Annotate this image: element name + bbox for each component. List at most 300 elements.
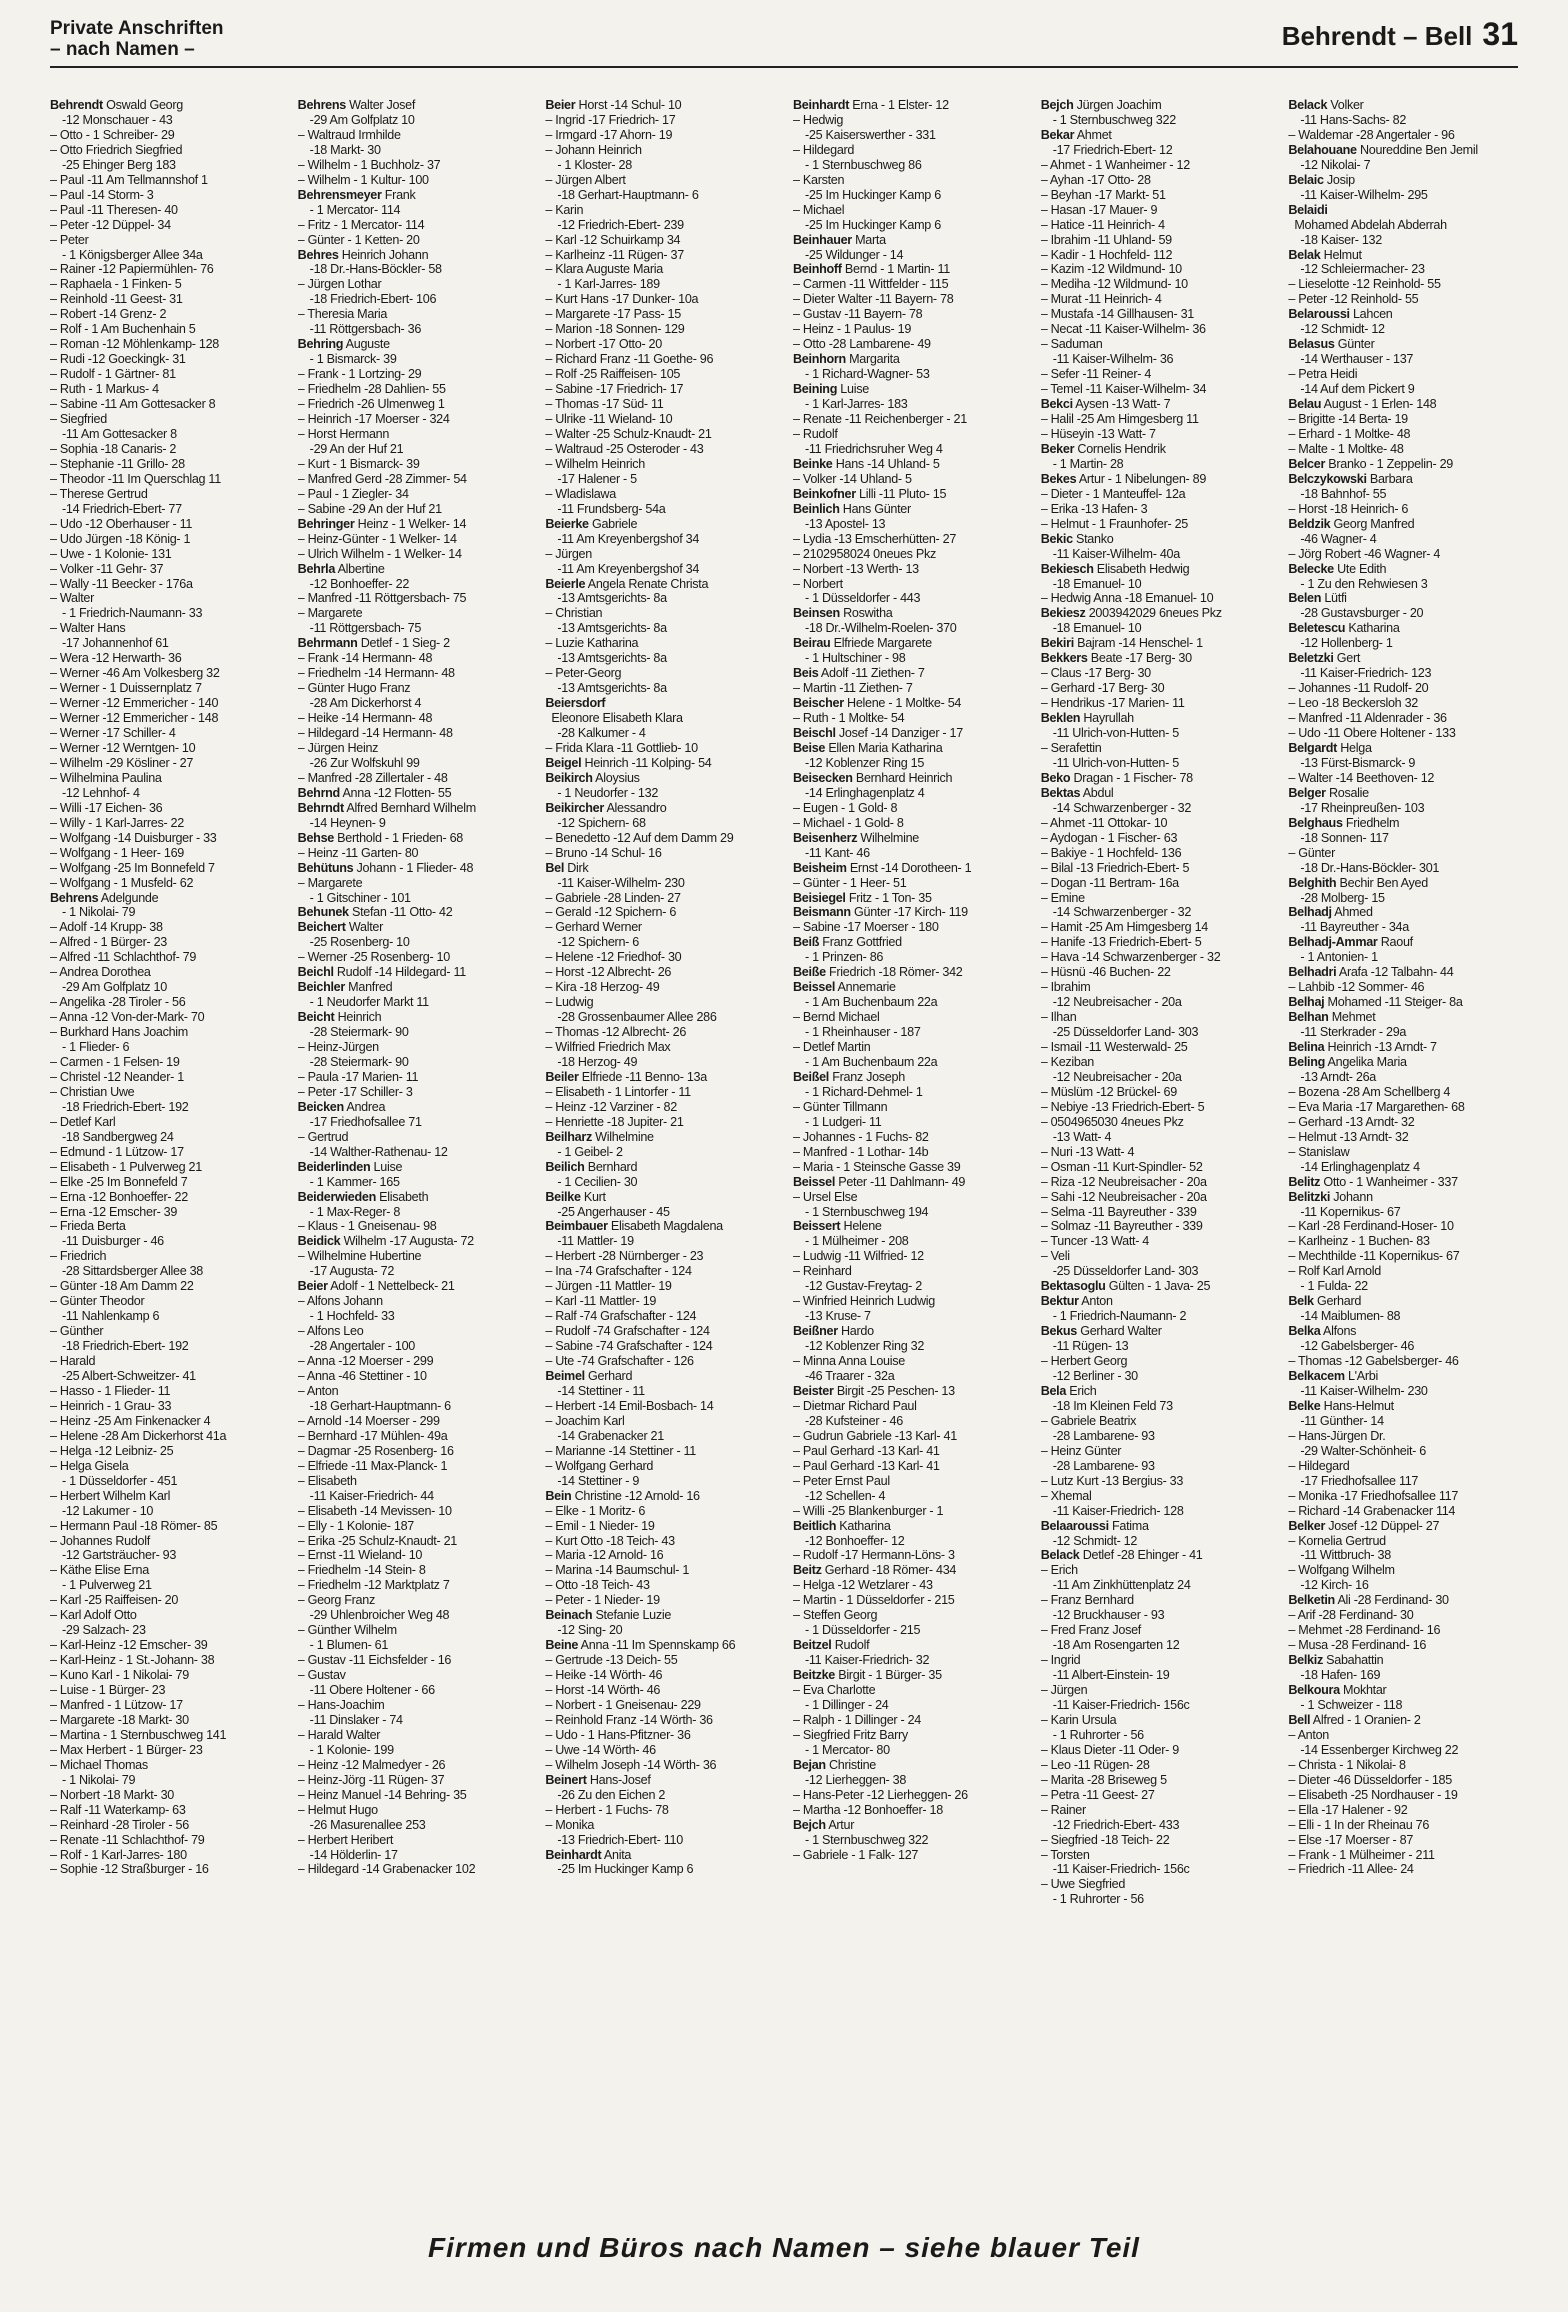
directory-entry: Beinlich Hans Günter bbox=[793, 501, 911, 516]
directory-entry: – Herbert Heribert bbox=[297, 1832, 394, 1847]
directory-entry: Belaic Josip bbox=[1288, 172, 1355, 187]
directory-entry: – Gustav -11 Bayern- 78 bbox=[793, 307, 923, 322]
directory-entry: – Jürgen bbox=[545, 546, 592, 561]
directory-entry: – Wilfried Friedrich Max bbox=[545, 1040, 671, 1055]
directory-entry: – Walter -25 Schulz-Knaudt- 21 bbox=[545, 426, 712, 441]
directory-entry: Beierle Angela Renate Christa bbox=[545, 576, 709, 591]
directory-entry: – Wolfgang Wilhelm bbox=[1288, 1563, 1395, 1578]
directory-entry: -25 Düsseldorfer Land- 303 bbox=[1052, 1264, 1199, 1279]
directory-entry: -11 Frundsberg- 54a bbox=[557, 501, 666, 516]
directory-entry: Beiersdorf bbox=[545, 696, 606, 711]
directory-entry: Beimel Gerhard bbox=[545, 1369, 633, 1384]
directory-entry: – Anna -12 Moerser - 299 bbox=[297, 1354, 434, 1369]
directory-entry: – Ute -74 Grafschafter - 126 bbox=[545, 1354, 694, 1369]
directory-entry: – Gudrun Gabriele -13 Karl- 41 bbox=[793, 1428, 957, 1443]
directory-entry: – Klara Auguste Maria bbox=[545, 262, 663, 277]
directory-entry: Belhaj Mohamed -11 Steiger- 8a bbox=[1288, 995, 1463, 1010]
directory-entry: – Gabriele - 1 Falk- 127 bbox=[793, 1847, 919, 1862]
directory-entry: – Riza -12 Neubreisacher - 20a bbox=[1040, 1174, 1207, 1189]
directory-entry: Beiderlinden Luise bbox=[297, 1159, 403, 1174]
directory-entry: – Adolf -14 Krupp- 38 bbox=[50, 920, 163, 935]
directory-entry: – Horst -12 Albrecht- 26 bbox=[545, 965, 672, 980]
directory-entry: – Waltraud Irmhilde bbox=[297, 127, 401, 142]
directory-entry: -13 Watt- 4 bbox=[1052, 1129, 1112, 1144]
directory-entry: – Wolfgang - 1 Heer- 169 bbox=[50, 845, 184, 860]
directory-entry: – Carmen - 1 Felsen- 19 bbox=[50, 1055, 180, 1069]
directory-entry: Bekiesch Elisabeth Hedwig bbox=[1040, 561, 1190, 576]
directory-entry: Beinhardt Erna - 1 Elster- 12 bbox=[793, 98, 949, 112]
directory-entry: – Margarete bbox=[297, 875, 363, 890]
directory-entry: -11 Kaiser-Friedrich- 32 bbox=[805, 1653, 930, 1668]
directory-entry: - 1 Friedrich-Naumann- 33 bbox=[62, 606, 203, 621]
directory-entry: – Lutz Kurt -13 Bergius- 33 bbox=[1040, 1473, 1184, 1488]
directory-entry: – Else -17 Moerser - 87 bbox=[1288, 1832, 1414, 1847]
directory-entry: – Heinz -25 Am Finkenacker 4 bbox=[50, 1413, 211, 1428]
directory-entry: – Murat -11 Heinrich- 4 bbox=[1040, 292, 1162, 307]
directory-entry: - 1 Düsseldorfer - 443 bbox=[805, 591, 921, 606]
directory-entry: -28 Steiermark- 90 bbox=[309, 1025, 409, 1040]
directory-entry: – Margarete -18 Markt- 30 bbox=[50, 1712, 189, 1727]
directory-entry: – Musa -28 Ferdinand- 16 bbox=[1288, 1638, 1427, 1653]
directory-entry: – Wilhelmine Hubertine bbox=[297, 1249, 422, 1264]
directory-entry: -28 Gustavsburger - 20 bbox=[1300, 606, 1424, 621]
directory-entry: -12 Lakumer - 10 bbox=[62, 1503, 154, 1518]
directory-entry: – Friedrich bbox=[50, 1249, 107, 1264]
directory-entry: – Günter - 1 Ketten- 20 bbox=[297, 232, 420, 247]
directory-entry: Beichl Rudolf -14 Hildegard- 11 bbox=[297, 965, 466, 980]
directory-entry: -26 Masurenallee 253 bbox=[309, 1817, 426, 1832]
directory-entry: -11 Am Gottesacker 8 bbox=[62, 426, 177, 441]
directory-entry: -11 Kaiser-Wilhelm- 40a bbox=[1052, 546, 1180, 561]
name-range-text: Behrendt – Bell bbox=[1281, 21, 1473, 51]
directory-entry: – Marita -28 Briseweg 5 bbox=[1040, 1772, 1167, 1787]
directory-entry: – Otto -18 Teich- 43 bbox=[545, 1578, 650, 1593]
directory-entry: -28 Steiermark- 90 bbox=[309, 1055, 409, 1069]
directory-entry: – Ernst -11 Wieland- 10 bbox=[297, 1548, 423, 1563]
directory-entry: -18 Bahnhof- 55 bbox=[1300, 486, 1387, 501]
directory-entry: – Bilal -13 Friedrich-Ebert- 5 bbox=[1040, 860, 1190, 875]
directory-entry: – Michael Thomas bbox=[50, 1757, 148, 1772]
directory-entry: Beikircher Alessandro bbox=[545, 800, 667, 815]
directory-entry: – Ruth - 1 Moltke- 54 bbox=[793, 711, 905, 726]
directory-entry: – Sabine -29 An der Huf 21 bbox=[297, 501, 442, 516]
directory-entry: – Luise - 1 Bürger- 23 bbox=[50, 1683, 166, 1698]
directory-entry: – Serafettin bbox=[1040, 740, 1102, 755]
directory-entry: Eleonore Elisabeth Klara bbox=[551, 711, 683, 726]
directory-entry: – Thomas -12 Gabelsberger- 46 bbox=[1288, 1354, 1459, 1369]
directory-entry: Beier Horst -14 Schul- 10 bbox=[545, 98, 682, 112]
directory-entry: -28 Am Dickerhorst 4 bbox=[309, 696, 422, 711]
directory-entry: – Claus -17 Berg- 30 bbox=[1040, 666, 1151, 681]
directory-entry: – Udo Jürgen -18 König- 1 bbox=[50, 531, 191, 546]
directory-entry: – Wilhelm Joseph -14 Wörth- 36 bbox=[545, 1757, 717, 1772]
directory-entry: – Ella -17 Halener - 92 bbox=[1288, 1802, 1408, 1817]
directory-entry: – Joachim Karl bbox=[545, 1413, 625, 1428]
directory-entry: - 1 Pulverweg 21 bbox=[62, 1578, 152, 1593]
directory-entry: – Elke - 1 Moritz- 6 bbox=[545, 1503, 646, 1518]
directory-entry: – Paul Gerhard -13 Karl- 41 bbox=[793, 1443, 940, 1458]
directory-entry: -18 Emanuel- 10 bbox=[1052, 621, 1142, 636]
directory-entry: – Heinz-Günter - 1 Welker- 14 bbox=[297, 531, 457, 546]
column-1 bbox=[50, 98, 290, 2218]
directory-entry: -18 Friedrich-Ebert- 106 bbox=[309, 292, 437, 307]
directory-entry: – Ilhan bbox=[1040, 1010, 1077, 1025]
directory-entry: – Marina -14 Baumschul- 1 bbox=[545, 1563, 690, 1578]
directory-entry: -14 Stettiner - 9 bbox=[557, 1473, 640, 1488]
directory-entry: Behring Auguste bbox=[297, 337, 390, 352]
directory-entry: -18 Am Rosengarten 12 bbox=[1052, 1638, 1180, 1653]
directory-entry: – Mehmet -28 Ferdinand- 16 bbox=[1288, 1623, 1441, 1638]
directory-entry: -18 Friedrich-Ebert- 192 bbox=[62, 1339, 189, 1354]
directory-entry: - 1 Schweizer - 118 bbox=[1300, 1697, 1403, 1712]
directory-entry: – Siegfried bbox=[50, 412, 107, 427]
directory-entry: Belhan Mehmet bbox=[1288, 1010, 1376, 1025]
directory-entry: – Hedwig bbox=[793, 112, 844, 127]
directory-entry: – Halil -25 Am Himgesberg 11 bbox=[1040, 412, 1199, 427]
directory-entry: Belketin Ali -28 Ferdinand- 30 bbox=[1288, 1593, 1449, 1608]
directory-entry: – Kuno Karl - 1 Nikolai- 79 bbox=[50, 1668, 189, 1683]
directory-entry: Bekes Artur - 1 Nibelungen- 89 bbox=[1040, 471, 1207, 486]
directory-entry: – Georg Franz bbox=[297, 1593, 375, 1608]
directory-entry: -18 Gerhart-Hauptmann- 6 bbox=[309, 1398, 451, 1413]
directory-entry: – Robert -14 Grenz- 2 bbox=[50, 307, 167, 322]
directory-entry: -12 Sing- 20 bbox=[557, 1623, 623, 1638]
directory-entry: Beismann Günter -17 Kirch- 119 bbox=[793, 905, 968, 920]
directory-entry: – Gerhard -13 Arndt- 32 bbox=[1288, 1114, 1415, 1129]
directory-entry: – Andrea Dorothea bbox=[50, 965, 151, 980]
directory-entry: – Werner -12 Werntgen- 10 bbox=[50, 740, 196, 755]
directory-entry: - 1 Kolonie- 199 bbox=[309, 1742, 394, 1757]
directory-entry: – Solmaz -11 Bayreuther - 339 bbox=[1040, 1219, 1203, 1234]
directory-entry: Beitzel Rudolf bbox=[793, 1638, 870, 1653]
directory-entry: Belkoura Mokhtar bbox=[1288, 1683, 1387, 1698]
directory-entry: – Manfred -11 Aldenrader - 36 bbox=[1288, 711, 1447, 726]
directory-entry: Beiderwieden Elisabeth bbox=[297, 1189, 429, 1204]
directory-entry: – Fritz - 1 Mercator- 114 bbox=[297, 217, 425, 232]
directory-entry: -11 Kopernikus- 67 bbox=[1300, 1204, 1401, 1219]
directory-entry: -11 Duisburger - 46 bbox=[62, 1234, 164, 1249]
directory-entry: – Erhard - 1 Moltke- 48 bbox=[1288, 426, 1411, 441]
directory-entry: -11 Rügen- 13 bbox=[1052, 1339, 1129, 1354]
directory-entry: – Emine bbox=[1040, 890, 1085, 905]
directory-entry: – Elfriede -11 Max-Planck- 1 bbox=[297, 1458, 448, 1473]
directory-entry: -11 Ulrich-von-Hutten- 5 bbox=[1052, 726, 1179, 741]
directory-entry: – Dietmar Richard Paul bbox=[793, 1398, 917, 1413]
directory-entry: – Sefer -11 Reiner- 4 bbox=[1040, 367, 1152, 382]
directory-entry: - 1 Mülheimer - 208 bbox=[805, 1234, 909, 1249]
directory-entry: -12 Gartsträucher- 93 bbox=[62, 1548, 177, 1563]
directory-entry: - 1 Rheinhauser - 187 bbox=[805, 1025, 921, 1040]
directory-entry: – Margarete -17 Pass- 15 bbox=[545, 307, 681, 322]
directory-entry: Behrens Adelgunde bbox=[50, 890, 159, 905]
directory-entry: – Rainer -12 Papiermühlen- 76 bbox=[50, 262, 214, 277]
directory-entry: Beklen Hayrullah bbox=[1040, 711, 1134, 726]
directory-entry: Beilharz Wilhelmine bbox=[545, 1129, 654, 1144]
directory-entry: – Elisabeth bbox=[297, 1473, 357, 1488]
directory-entry: – Friedhelm -14 Stein- 8 bbox=[297, 1563, 426, 1578]
directory-entry: – Hamit -25 Am Himgesberg 14 bbox=[1040, 920, 1208, 935]
directory-entry: -25 Angerhauser - 45 bbox=[557, 1204, 670, 1219]
directory-entry: -12 Neubreisacher - 20a bbox=[1052, 995, 1182, 1010]
directory-entry: – Arnold -14 Moerser - 299 bbox=[297, 1413, 440, 1428]
directory-entry: – Lydia -13 Emscherhütten- 27 bbox=[793, 531, 957, 546]
directory-entry: – Frank -14 Hermann- 48 bbox=[297, 651, 433, 666]
directory-entry: – Steffen Georg bbox=[793, 1608, 878, 1623]
directory-entry: – Manfred -11 Röttgersbach- 75 bbox=[297, 591, 467, 606]
directory-entry: – Martin - 1 Düsseldorfer - 215 bbox=[793, 1593, 955, 1608]
directory-entry: Beichert Walter bbox=[297, 920, 383, 935]
directory-entry: Belkiz Sabahattin bbox=[1288, 1653, 1384, 1668]
directory-entry: – Hildegard -14 Hermann- 48 bbox=[297, 726, 453, 741]
directory-entry: – Stanislaw bbox=[1288, 1144, 1350, 1159]
directory-entry: Beinke Hans -14 Uhland- 5 bbox=[793, 456, 940, 471]
directory-entry: – Heinz -11 Garten- 80 bbox=[297, 845, 419, 860]
directory-entry: – Tuncer -13 Watt- 4 bbox=[1040, 1234, 1150, 1249]
directory-entry: - 1 Dillinger - 24 bbox=[805, 1697, 889, 1712]
directory-entry: – Anton bbox=[297, 1383, 339, 1398]
directory-entry: -26 Zu den Eichen 2 bbox=[557, 1787, 666, 1802]
directory-entry: Behrensmeyer Frank bbox=[297, 187, 416, 202]
directory-entry: - 1 Kammer- 165 bbox=[309, 1174, 400, 1189]
directory-entry: – Christel -12 Neander- 1 bbox=[50, 1069, 184, 1084]
directory-entry: -14 Stettiner - 11 bbox=[557, 1383, 645, 1398]
directory-entry: Behrla Albertine bbox=[297, 561, 385, 576]
directory-entry: -29 Am Golfplatz 10 bbox=[62, 980, 167, 995]
directory-entry: -25 Im Huckinger Kamp 6 bbox=[805, 217, 941, 232]
directory-entry: -25 Ehinger Berg 183 bbox=[62, 157, 176, 172]
directory-entry: – Bozena -28 Am Schellberg 4 bbox=[1288, 1084, 1451, 1099]
directory-entry: Belack Detlef -28 Ehinger - 41 bbox=[1040, 1548, 1203, 1563]
directory-entry: Beine Anna -11 Im Spennskamp 66 bbox=[545, 1638, 736, 1653]
directory-entry: – Maria - 1 Steinsche Gasse 39 bbox=[793, 1159, 961, 1174]
directory-entry: – 0504965030 4neues Pkz bbox=[1040, 1114, 1184, 1129]
directory-entry: Beißel Franz Joseph bbox=[793, 1069, 905, 1084]
directory-entry: -11 Kant- 46 bbox=[805, 845, 870, 860]
directory-entry: – Marianne -14 Stettiner - 11 bbox=[545, 1443, 697, 1458]
directory-entry: – Temel -11 Kaiser-Wilhelm- 34 bbox=[1040, 382, 1207, 397]
directory-entry: – Werner -12 Emmericher - 148 bbox=[50, 711, 219, 726]
directory-entry: – Torsten bbox=[1040, 1847, 1090, 1862]
directory-entry: - 1 Cecilien- 30 bbox=[557, 1174, 638, 1189]
directory-entry: – Herbert Wilhelm Karl bbox=[50, 1488, 171, 1503]
directory-entry: - 1 Martin- 28 bbox=[1052, 456, 1124, 471]
directory-entry: Bein Christine -12 Arnold- 16 bbox=[545, 1488, 700, 1503]
directory-entry: – Norbert -13 Werth- 13 bbox=[793, 561, 919, 576]
directory-entry: – Reinhard -28 Tiroler - 56 bbox=[50, 1817, 189, 1832]
directory-entry: – Reinhard bbox=[793, 1264, 852, 1279]
directory-entry: -11 Kaiser-Wilhelm- 295 bbox=[1300, 187, 1428, 202]
directory-entry: – Fred Franz Josef bbox=[1040, 1623, 1141, 1638]
directory-entry: – Otto Friedrich Siegfried bbox=[50, 142, 183, 157]
directory-entry: -12 Schellen- 4 bbox=[805, 1488, 886, 1503]
directory-entry: -11 Am Zinkhüttenplatz 24 bbox=[1052, 1578, 1191, 1593]
directory-entry: – Helga Gisela bbox=[50, 1458, 129, 1473]
directory-entry: -11 Obere Holtener - 66 bbox=[309, 1683, 435, 1698]
directory-entry: -11 Kaiser-Friedrich- 156c bbox=[1052, 1862, 1190, 1877]
directory-entry: Beicken Andrea bbox=[297, 1099, 386, 1114]
directory-entry: – Rolf - 1 Karl-Jarres- 180 bbox=[50, 1847, 187, 1862]
directory-entry: - 1 Richard-Dehmel- 1 bbox=[805, 1084, 923, 1099]
directory-entry: Bektur Anton bbox=[1040, 1294, 1113, 1309]
directory-entry: – Heinrich - 1 Grau- 33 bbox=[50, 1398, 172, 1413]
directory-entry: -28 Kufsteiner - 46 bbox=[805, 1413, 903, 1428]
directory-entry: -11 Kaiser-Friedrich- 156c bbox=[1052, 1697, 1190, 1712]
directory-entry: – Udo - 1 Hans-Pfitzner- 36 bbox=[545, 1727, 691, 1742]
directory-entry: – Heinz -12 Malmedyer - 26 bbox=[297, 1757, 446, 1772]
directory-entry: – Erich bbox=[1040, 1563, 1078, 1578]
directory-entry: – Friedhelm -14 Hermann- 48 bbox=[297, 666, 455, 681]
directory-entry: – Minna Anna Louise bbox=[793, 1354, 905, 1369]
directory-entry: – Monika -17 Friedhofsallee 117 bbox=[1288, 1488, 1459, 1503]
directory-entry: – Wolfgang -14 Duisburger - 33 bbox=[50, 830, 217, 845]
directory-entry: – Petra Heidi bbox=[1288, 367, 1358, 382]
directory-entry: – Walter Hans bbox=[50, 621, 126, 636]
directory-entry: – Christian bbox=[545, 606, 603, 621]
directory-entry: – Heike -14 Hermann- 48 bbox=[297, 711, 433, 726]
directory-entry: – Günter Hugo Franz bbox=[297, 681, 411, 696]
directory-entry: - 1 Friedrich-Naumann- 2 bbox=[1052, 1309, 1187, 1324]
directory-entry: -14 Essenberger Kirchweg 22 bbox=[1300, 1742, 1459, 1757]
section-title-line2: – nach Namen – bbox=[50, 39, 195, 60]
directory-entry: Bela Erich bbox=[1040, 1383, 1097, 1398]
directory-entry: – Norbert -18 Markt- 30 bbox=[50, 1787, 174, 1802]
directory-entry: -14 Erlinghagenplatz 4 bbox=[1300, 1159, 1420, 1174]
directory-entry: – Elisabeth - 1 Pulverweg 21 bbox=[50, 1159, 202, 1174]
directory-entry: - 1 Karl-Jarres- 189 bbox=[557, 277, 660, 292]
directory-entry: – Peter Ernst Paul bbox=[793, 1473, 890, 1488]
directory-entry: – Xhemal bbox=[1040, 1488, 1092, 1503]
directory-entry: - 1 Neudorfer - 132 bbox=[557, 785, 659, 800]
directory-entry: – Rolf - 1 Am Buchenhain 5 bbox=[50, 322, 196, 337]
directory-entry: – Benedetto -12 Auf dem Damm 29 bbox=[545, 830, 734, 845]
directory-entry: Bektas Abdul bbox=[1040, 785, 1114, 800]
directory-entry: -11 Kaiser-Wilhelm- 230 bbox=[1300, 1383, 1428, 1398]
directory-entry: – Roman -12 Möhlenkamp- 128 bbox=[50, 337, 220, 352]
directory-entry: -29 An der Huf 21 bbox=[309, 441, 404, 456]
directory-entry: – Maria -12 Arnold- 16 bbox=[545, 1548, 664, 1563]
directory-entry: – Karin bbox=[545, 202, 584, 217]
directory-entry: -28 Molberg- 15 bbox=[1300, 890, 1385, 905]
directory-entry: – Frieda Berta bbox=[50, 1219, 126, 1234]
directory-entry: – Dieter Walter -11 Bayern- 78 bbox=[793, 292, 954, 307]
directory-entry: -12 Schleiermacher- 23 bbox=[1300, 262, 1425, 277]
directory-entry: – Dieter - 1 Manteuffel- 12a bbox=[1040, 486, 1186, 501]
directory-entry: -25 Im Huckinger Kamp 6 bbox=[805, 187, 941, 202]
directory-entry: – Gerhard Werner bbox=[545, 920, 642, 935]
directory-entry: Bejch Artur bbox=[793, 1817, 855, 1832]
column-3 bbox=[545, 98, 785, 2218]
directory-entry: Belaaroussi Fatima bbox=[1040, 1518, 1149, 1533]
directory-entry: -12 Spichern- 6 bbox=[557, 935, 639, 950]
directory-entry: Beker Cornelis Hendrik bbox=[1040, 441, 1166, 456]
directory-entry: Bel Dirk bbox=[545, 860, 589, 875]
directory-entry: – Eva Maria -17 Margarethen- 68 bbox=[1288, 1099, 1465, 1114]
directory-entry: – Hildegard bbox=[793, 142, 855, 157]
directory-entry: – Alfred - 1 Bürger- 23 bbox=[50, 935, 168, 950]
directory-entry: - 1 Blumen- 61 bbox=[309, 1638, 389, 1653]
directory-entry: Beitlich Katharina bbox=[793, 1518, 891, 1533]
directory-entry: – Peter -17 Schiller- 3 bbox=[297, 1084, 413, 1099]
directory-entry: Belack Volker bbox=[1288, 98, 1364, 112]
directory-entry: Belaroussi Lahcen bbox=[1288, 307, 1393, 322]
directory-entry: – Wolfgang -25 Im Bonnefeld 7 bbox=[50, 860, 215, 875]
directory-entry: – Otto -28 Lambarene- 49 bbox=[793, 337, 931, 352]
directory-entry: – Angelika -28 Tiroler - 56 bbox=[50, 995, 186, 1010]
directory-entry: – Karl-Heinz - 1 St.-Johann- 38 bbox=[50, 1653, 215, 1668]
directory-entry: – Helene -28 Am Dickerhorst 41a bbox=[50, 1428, 227, 1443]
directory-entry: - 1 Fulda- 22 bbox=[1300, 1279, 1368, 1294]
directory-entry: – Willi -25 Blankenburger - 1 bbox=[793, 1503, 944, 1518]
directory-entry: – Klaus - 1 Gneisenau- 98 bbox=[297, 1219, 437, 1234]
directory-entry: -14 Erlinghagenplatz 4 bbox=[805, 785, 925, 800]
directory-entry: -14 Werthauser - 137 bbox=[1300, 352, 1414, 367]
directory-entry: – Rudolf -74 Grafschafter - 124 bbox=[545, 1324, 710, 1339]
directory-entry: -46 Wagner- 4 bbox=[1300, 531, 1377, 546]
directory-entry: – Bruno -14 Schul- 16 bbox=[545, 845, 662, 860]
directory-entry: Belitz Otto - 1 Wanheimer - 337 bbox=[1288, 1174, 1458, 1189]
directory-entry: -11 Kaiser-Wilhelm- 36 bbox=[1052, 352, 1174, 367]
directory-entry: – Friedhelm -12 Marktplatz 7 bbox=[297, 1578, 450, 1593]
directory-entry: – Jürgen -11 Mattler- 19 bbox=[545, 1279, 672, 1294]
directory-entry: Belghith Bechir Ben Ayed bbox=[1288, 875, 1428, 890]
directory-entry: – Hildegard bbox=[1288, 1458, 1350, 1473]
directory-entry: – Sophia -18 Canaris- 2 bbox=[50, 441, 177, 456]
directory-entry: – Eva Charlotte bbox=[793, 1683, 876, 1698]
directory-entry: – Wolfgang - 1 Musfeld- 62 bbox=[50, 875, 194, 890]
directory-entry: Bekiri Bajram -14 Henschel- 1 bbox=[1040, 636, 1203, 651]
directory-entry: -13 Arndt- 26a bbox=[1300, 1069, 1376, 1084]
directory-entry: -12 Berliner - 30 bbox=[1052, 1369, 1138, 1384]
directory-entry: -25 Rosenberg- 10 bbox=[309, 935, 410, 950]
directory-entry: Beimbauer Elisabeth Magdalena bbox=[545, 1219, 723, 1234]
directory-entry: – Anna -46 Stettiner - 10 bbox=[297, 1369, 427, 1384]
directory-entry: -12 Koblenzer Ring 32 bbox=[805, 1339, 925, 1354]
directory-entry: Bejan Christine bbox=[793, 1757, 877, 1772]
directory-entry: – Ludwig -11 Wilfried- 12 bbox=[793, 1249, 924, 1264]
directory-entry: - 1 Mercator- 114 bbox=[309, 202, 401, 217]
directory-entry: - 1 Zu den Rehwiesen 3 bbox=[1300, 576, 1428, 591]
directory-entry: – Heinz Manuel -14 Behring- 35 bbox=[297, 1787, 467, 1802]
directory-entry: Bekic Stanko bbox=[1040, 531, 1114, 546]
directory-entry: – Heinz - 1 Paulus- 19 bbox=[793, 322, 912, 337]
directory-entry: Beinhauer Marta bbox=[793, 232, 886, 247]
directory-entry: – Therese Gertrud bbox=[50, 486, 148, 501]
directory-entry: – Henriette -18 Jupiter- 21 bbox=[545, 1114, 684, 1129]
directory-entry: – Dogan -11 Bertram- 16a bbox=[1040, 875, 1179, 890]
directory-entry: – Müslüm -12 Brückel- 69 bbox=[1040, 1084, 1177, 1099]
directory-entry: – Hans-Peter -12 Lierheggen- 26 bbox=[793, 1787, 968, 1802]
directory-entry: – Gustav -11 Eichsfelder - 16 bbox=[297, 1653, 452, 1668]
directory-entry: -13 Kruse- 7 bbox=[805, 1309, 871, 1324]
directory-entry: -18 Herzog- 49 bbox=[557, 1055, 638, 1069]
directory-entry: -28 Kalkumer - 4 bbox=[557, 726, 646, 741]
directory-entry: Beissert Helene bbox=[793, 1219, 882, 1234]
directory-entry: -12 Schmidt- 12 bbox=[1300, 322, 1385, 337]
directory-entry: – Ina -74 Grafschafter - 124 bbox=[545, 1264, 692, 1279]
footer-note: Firmen und Büros nach Namen – siehe blauer Teil bbox=[428, 2232, 1140, 2263]
directory-entry: -18 Markt- 30 bbox=[309, 142, 381, 157]
directory-entry: – Kurt - 1 Bismarck- 39 bbox=[297, 456, 420, 471]
directory-entry: – Wladislawa bbox=[545, 486, 616, 501]
directory-entry: - 1 Am Buchenbaum 22a bbox=[805, 995, 938, 1010]
directory-entry: – Sophie -12 Straßburger - 16 bbox=[50, 1862, 209, 1877]
directory-entry: Beise Ellen Maria Katharina bbox=[793, 740, 943, 755]
directory-entry: – Helmut - 1 Fraunhofer- 25 bbox=[1040, 516, 1188, 531]
directory-entry: Beirau Elfriede Margarete bbox=[793, 636, 932, 651]
directory-entry: – Günter Theodor bbox=[50, 1294, 145, 1309]
directory-entry: – Rolf Karl Arnold bbox=[1288, 1264, 1381, 1279]
directory-entry: – Irmgard -17 Ahorn- 19 bbox=[545, 127, 673, 142]
